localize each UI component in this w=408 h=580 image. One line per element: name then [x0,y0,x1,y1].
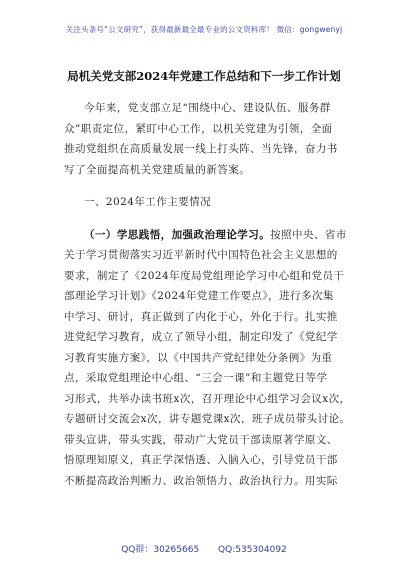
header-banner: 关注头条号“公文研究”，获得最新最全最专业的公文资料库！ 微信：gongwenyj [65,25,343,34]
footer-qq-number: QQ:535304092 [218,545,287,555]
paragraph-line: 不断提高政治判断力、政治领悟力、政治执行力。用实际 [64,474,338,487]
paragraph-line: 习教育实施方案》，以《中国共产党纪律处分条例》为重 [64,351,333,364]
intro-line: 推动党组织在高质量发展一线上打头阵、当先锋，奋力书 [64,143,338,155]
document-title: 局机关党支部2024年党建工作总结和下一步工作计划 [67,69,341,83]
intro-line: 写了全面提高机关党建质量的新答案。 [64,163,251,176]
paragraph-line: 中学习、研讨，真正做到了内化于心，外化于行。扎实推 [64,310,338,323]
intro-line: 今年来，党支部立足“围绕中心、建设队伍、服务群 [84,102,331,114]
paragraph-line: 带头宣讲，带头实践，带动广大党员干部读原著学原文、 [64,433,338,446]
paragraph-line: 习形式，共举办读书班x次，召开理论中心组学习会议x次， [64,392,351,405]
subsection-line-rest: 按照中央、省市 [270,228,347,241]
intro-line: 众”职责定位，紧盯中心工作，以机关党建为引领，全面 [64,122,333,135]
paragraph-line: 进党纪学习教育，成立了领导小组，制定印发了《党纪学 [64,331,338,343]
paragraph-line: 部理论学习计划》《2024年党建工作要点》，进行多次集 [64,290,334,302]
paragraph-gap [64,180,354,192]
document-body [64,98,354,491]
section-heading: 一、2024年工作主要情况 [84,196,212,208]
paragraph-line: 要求，制定了《2024年度局党组理论学习中心组和党员干 [64,269,345,282]
footer-banner [0,542,408,555]
subsection-line [64,225,354,246]
paragraph-line: 悟原理知原义，真正学深悟透、入脑入心，引导党员干部 [64,454,338,466]
subsection-heading: （一）学思践悟，加强政治理论学习。 [84,228,271,241]
paragraph-line: 关于学习贯彻落实习近平新时代中国特色社会主义思想的 [64,249,338,261]
footer-qq-group: QQ群：30265665 [121,545,200,555]
paragraph-gap [64,213,354,225]
paragraph-line: 专题研讨交流会x次，讲专题党课x次，班子成员带头讨论。 [64,413,351,425]
paragraph-line: 点，采取党组理论中心组、“三会一课”和主题党日等学 [64,372,328,384]
